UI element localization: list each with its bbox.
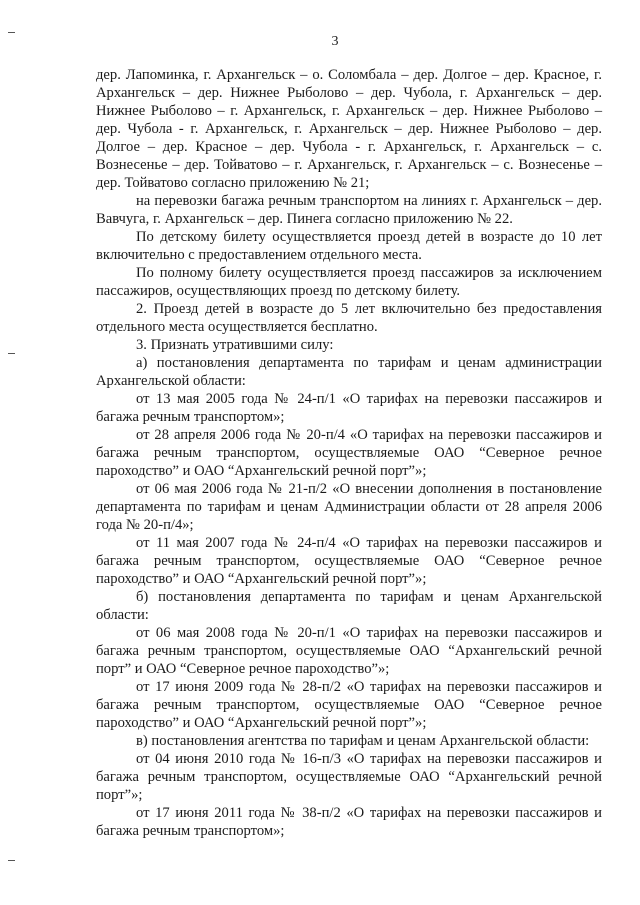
paragraph: от 28 апреля 2006 года № 20-п/4 «О тарифах на перевозки пассажиров и багажа речным транспортом, осуществляемые ОАО “Северное речное пароходство” и ОАО “Архангельский речной порт”»;	[96, 427, 602, 479]
paragraph: от 13 мая 2005 года № 24-п/1 «О тарифах на перевозки пассажиров и багажа речным транспортом»;	[96, 391, 602, 425]
document-body	[96, 66, 602, 840]
paragraph: дер. Лапоминка, г. Архангельск – о. Соломбала – дер. Долгое – дер. Красное, г. Архангельск – дер. Нижнее Рыболово – дер. Чубола, г. Архангельск – дер. Нижнее Рыболово – г. Архангельск, г. Архангельск – дер. Нижнее Рыболово – дер. Чубола - г. Архангельск, г. Архангельск – дер. Нижнее Рыболово – дер. Долгое – дер. Красное – дер. Чубола - г. Архангельск, г. Архангельск – с. Вознесенье – дер. Тойватово – г. Архангельск, г. Архангельск – с. Вознесенье – дер. Тойватово согласно приложению № 21;	[96, 67, 602, 191]
paragraph: от 06 мая 2006 года № 21-п/2 «О внесении дополнения в постановление департамента по тарифам и ценам Администрации области от 28 апреля 2006 года № 20-п/4»;	[96, 481, 602, 533]
paragraph: от 17 июня 2011 года № 38-п/2 «О тарифах на перевозки пассажиров и багажа речным транспортом»;	[96, 805, 602, 839]
paragraph: По полному билету осуществляется проезд пассажиров за исключением пассажиров, осуществляющих проезд по детскому билету.	[96, 265, 602, 299]
paragraph: а) постановления департамента по тарифам и ценам администрации Архангельской области:	[96, 355, 602, 389]
paragraph: от 06 мая 2008 года № 20-п/1 «О тарифах на перевозки пассажиров и багажа речным транспортом, осуществляемые ОАО “Архангельский речной порт” и ОАО “Северное речное пароходство”»;	[96, 625, 602, 677]
margin-scan-mark	[8, 353, 15, 354]
paragraph: на перевозки багажа речным транспортом на линиях г. Архангельск – дер. Вавчуга, г. Архангельск – дер. Пинега согласно приложению № 22.	[96, 193, 602, 227]
paragraph: в) постановления агентства по тарифам и ценам Архангельской области:	[136, 733, 590, 749]
paragraph: 2. Проезд детей в возрасте до 5 лет включительно без предоставления отдельного места осуществляется бесплатно.	[96, 301, 602, 335]
page-number: 3	[331, 34, 339, 49]
margin-scan-mark	[8, 860, 15, 861]
paragraph: от 04 июня 2010 года № 16-п/3 «О тарифах на перевозки пассажиров и багажа речным транспортом, осуществляемые ОАО “Архангельский речной порт”»;	[96, 751, 602, 803]
paragraph: б) постановления департамента по тарифам и ценам Архангельской области:	[96, 589, 602, 623]
paragraph: По детскому билету осуществляется проезд детей в возрасте до 10 лет включительно с предоставлением отдельного места.	[96, 229, 602, 263]
paragraph: 3. Признать утратившими силу:	[136, 337, 334, 353]
paragraph: от 11 мая 2007 года № 24-п/4 «О тарифах на перевозки пассажиров и багажа речным транспортом, осуществляемые ОАО “Северное речное пароходство” и ОАО “Архангельский речной порт”»;	[96, 535, 602, 587]
paragraph: от 17 июня 2009 года № 28-п/2 «О тарифах на перевозки пассажиров и багажа речным транспортом, осуществляемые ОАО “Северное речное пароходство” и ОАО “Архангельский речной порт”»;	[96, 679, 602, 731]
